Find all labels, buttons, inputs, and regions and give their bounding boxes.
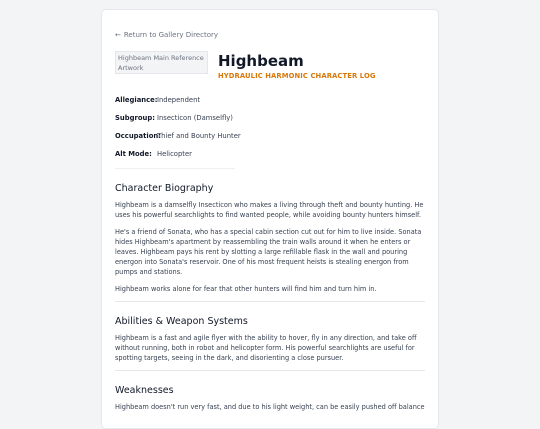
- section-heading: Weaknesses: [115, 385, 174, 396]
- info-label: Alt Mode:: [115, 150, 152, 158]
- info-value: Insecticon (Damselfly): [157, 114, 233, 122]
- paragraph: Highbeam is a damselfly Insecticon who makes a living through theft and bounty hunting. He uses his powerful searchlights to find wanted people, while avoiding bounty hunters himself.: [115, 201, 424, 219]
- section-divider: [115, 301, 425, 302]
- paragraph: Highbeam doesn't run very fast, and due to his light weight, can be easily pushed off balance: [115, 403, 425, 411]
- info-label: Allegiance:: [115, 96, 158, 104]
- info-label: Subgroup:: [115, 114, 155, 122]
- info-value: Helicopter: [157, 150, 192, 158]
- section-divider: [115, 370, 425, 371]
- section-heading: Abilities & Weapon Systems: [115, 316, 248, 327]
- section-biography: [115, 183, 425, 302]
- page-subtitle: HYDRAULIC HARMONIC CHARACTER LOG: [218, 72, 376, 80]
- back-arrow-icon: ←: [115, 31, 121, 39]
- info-row-subgroup: [115, 114, 235, 123]
- paragraph: Highbeam works alone for fear that other hunters will find him and turn him in.: [115, 285, 377, 293]
- return-to-gallery-link[interactable]: [115, 30, 218, 40]
- info-label: Occupation:: [115, 132, 161, 140]
- profile-header: [115, 51, 425, 80]
- info-list: [115, 96, 425, 169]
- info-value: Thief and Bounty Hunter: [157, 132, 241, 140]
- page-title: Highbeam: [218, 52, 304, 70]
- info-row-alt-mode: [115, 150, 235, 169]
- info-row-occupation: [115, 132, 241, 141]
- info-value: Independent: [157, 96, 201, 104]
- title-block: [218, 51, 376, 80]
- info-row-allegiance: [115, 96, 235, 105]
- paragraph: He's a friend of Sonata, who has a special cabin section cut out for him to live inside. Sonata hides Highbeam's apartment by reassembling the train walls around it when he enters or leaves. Highbeam pays his rent by slotting a large refillable flask in the wall and pouring energon into Sonata's reservoir. One of his most frequent heists is stealing energon from pumps and stations.: [115, 228, 422, 276]
- image-alt-text: Highbeam Main Reference Artwork: [118, 54, 204, 72]
- section-weaknesses: [115, 385, 425, 412]
- reference-artwork-image[interactable]: [115, 51, 208, 74]
- character-card: [101, 9, 439, 429]
- section-abilities: [115, 316, 425, 371]
- section-heading: Character Biography: [115, 183, 214, 194]
- back-link-label: Return to Gallery Directory: [123, 31, 218, 39]
- paragraph: Highbeam is a fast and agile flyer with the ability to hover, fly in any direction, and take off without running, both in robot and helicopter form. His powerful searchlights are useful for spotting targets, seeing in the dark, and disorienting a close pursuer.: [115, 334, 417, 362]
